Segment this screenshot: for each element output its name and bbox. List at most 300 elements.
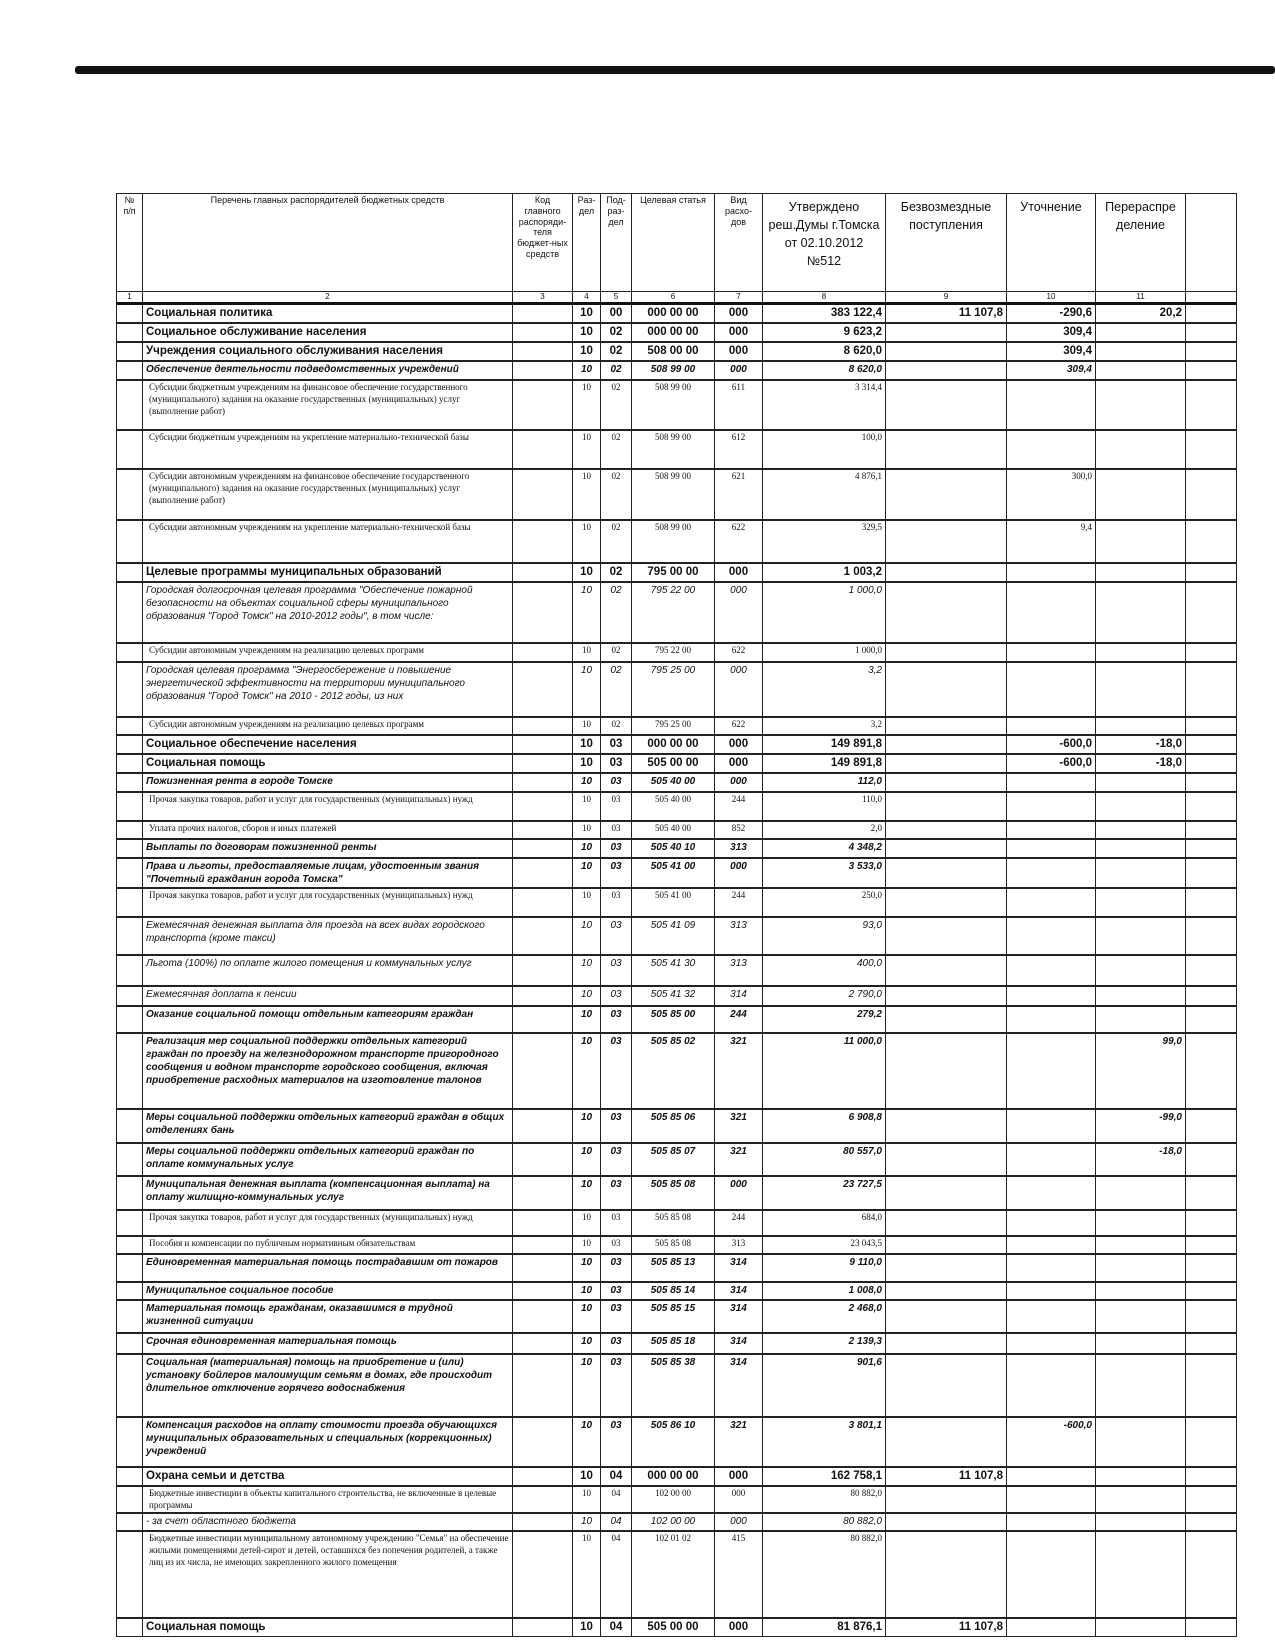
cell-r: 10 <box>573 986 601 1006</box>
cell-vr: 621 <box>715 469 763 520</box>
cell-cs: 505 41 09 <box>632 917 715 955</box>
col-distributor-header: Перечень главных распорядителей бюджетных средств <box>143 194 513 292</box>
cell-empty <box>513 735 573 754</box>
cell-cs: 508 99 00 <box>632 469 715 520</box>
cell-vr: 000 <box>715 563 763 582</box>
cell-redist <box>1096 1513 1186 1531</box>
cell-name: Ежемесячная денежная выплата для проезда на всех видах городского транспорта (кроме такси) <box>143 917 513 955</box>
cell-cs: 505 85 00 <box>632 1006 715 1033</box>
cell-name: Субсидии бюджетным учреждениям на финансовое обеспечение государственного (муниципального) задания на оказание государственных (муниципальных) услуг (выполнение работ) <box>143 380 513 430</box>
cell-cs: 505 40 00 <box>632 773 715 792</box>
cell-clar: -600,0 <box>1007 735 1096 754</box>
cell-r: 10 <box>573 582 601 643</box>
cell-name: Социальная помощь <box>143 754 513 773</box>
cell-vr: 622 <box>715 520 763 563</box>
cell-name: Компенсация расходов на оплату стоимости проезда обучающихся муниципальных образовательных и специальных (коррекционных) учреждений <box>143 1417 513 1467</box>
cell-empty <box>1186 1143 1237 1176</box>
cell-approved: 1 003,2 <box>763 563 886 582</box>
cell-r: 10 <box>573 1254 601 1282</box>
column-number <box>1186 292 1237 304</box>
cell-clar <box>1007 563 1096 582</box>
cell-name: Городская целевая программа "Энергосбережение и повышение энергетической эффективности на территории муниципального образования "Город Томск" на 2010 - 2012 годы, из них <box>143 662 513 717</box>
cell-vr: 000 <box>715 858 763 888</box>
cell-empty <box>1186 792 1237 821</box>
cell-redist <box>1096 1354 1186 1417</box>
table-row <box>117 773 1237 792</box>
cell-vr: 611 <box>715 380 763 430</box>
cell-empty <box>513 643 573 662</box>
cell-r: 10 <box>573 735 601 754</box>
cell-vr: 314 <box>715 1300 763 1333</box>
col-subsection-header: Под-раз-дел <box>601 194 632 292</box>
cell-vr: 622 <box>715 643 763 662</box>
cell-clar: -600,0 <box>1007 1417 1096 1467</box>
cell-cs: 505 40 10 <box>632 839 715 858</box>
cell-empty <box>513 1486 573 1513</box>
cell-empty <box>513 430 573 469</box>
cell-redist <box>1096 1210 1186 1236</box>
cell-vr: 000 <box>715 773 763 792</box>
cell-free <box>886 1033 1007 1109</box>
cell-empty <box>1186 1236 1237 1254</box>
cell-empty <box>117 1618 143 1636</box>
cell-pr: 02 <box>601 717 632 735</box>
cell-clar <box>1007 986 1096 1006</box>
cell-approved: 149 891,8 <box>763 754 886 773</box>
cell-empty <box>117 1282 143 1300</box>
cell-pr: 03 <box>601 888 632 917</box>
cell-free <box>886 1531 1007 1618</box>
cell-vr: 314 <box>715 1282 763 1300</box>
cell-cs: 505 85 38 <box>632 1354 715 1417</box>
cell-empty <box>513 1210 573 1236</box>
cell-free <box>886 773 1007 792</box>
cell-redist <box>1096 430 1186 469</box>
cell-clar <box>1007 1033 1096 1109</box>
cell-empty <box>513 469 573 520</box>
col-clarification-header: Уточнение <box>1007 194 1096 292</box>
cell-vr: 314 <box>715 1333 763 1354</box>
column-number: 10 <box>1007 292 1096 304</box>
cell-empty <box>513 792 573 821</box>
cell-r: 10 <box>573 323 601 342</box>
cell-vr: 000 <box>715 1467 763 1486</box>
column-number-row <box>117 292 1237 304</box>
cell-r: 10 <box>573 858 601 888</box>
cell-redist <box>1096 986 1186 1006</box>
cell-empty <box>117 1300 143 1333</box>
cell-empty <box>117 520 143 563</box>
cell-empty <box>513 582 573 643</box>
cell-cs: 795 22 00 <box>632 643 715 662</box>
cell-free <box>886 582 1007 643</box>
table-row <box>117 1417 1237 1467</box>
cell-redist <box>1096 1467 1186 1486</box>
cell-clar <box>1007 1006 1096 1033</box>
cell-approved: 6 908,8 <box>763 1109 886 1143</box>
cell-cs: 102 00 00 <box>632 1513 715 1531</box>
cell-approved: 23 727,5 <box>763 1176 886 1210</box>
col-free-receipts-header: Безвозмездные поступления <box>886 194 1007 292</box>
cell-pr: 04 <box>601 1486 632 1513</box>
cell-free <box>886 1486 1007 1513</box>
cell-pr: 03 <box>601 1333 632 1354</box>
cell-vr: 313 <box>715 839 763 858</box>
cell-vr: 244 <box>715 1210 763 1236</box>
cell-name: Городская долгосрочная целевая программа "Обеспечение пожарной безопасности на объектах социальной сферы муниципального образования "Город Томск" на 2010-2012 годы", в том числе: <box>143 582 513 643</box>
cell-empty <box>117 1467 143 1486</box>
cell-approved: 383 122,4 <box>763 304 886 323</box>
cell-clar <box>1007 792 1096 821</box>
cell-name: Меры социальной поддержки отдельных категорий граждан в общих отделениях бань <box>143 1109 513 1143</box>
cell-r: 10 <box>573 361 601 380</box>
col-code-header: Код главного распоряди-теля бюджет-ных средств <box>513 194 573 292</box>
cell-clar <box>1007 1618 1096 1636</box>
cell-redist <box>1096 773 1186 792</box>
col-expense-type-header: Вид расхо-дов <box>715 194 763 292</box>
cell-free <box>886 469 1007 520</box>
cell-vr: 314 <box>715 1254 763 1282</box>
cell-empty <box>117 986 143 1006</box>
cell-approved: 3 801,1 <box>763 1417 886 1467</box>
cell-free <box>886 520 1007 563</box>
cell-cs: 505 40 00 <box>632 821 715 839</box>
cell-free <box>886 917 1007 955</box>
cell-approved: 329,5 <box>763 520 886 563</box>
cell-r: 10 <box>573 1006 601 1033</box>
cell-name: Реализация мер социальной поддержки отдельных категорий граждан по проезду на железнодорожном транспорте пригородного сообщения и водном транспорте городского сообщения, включая приобретение расходных материалов на изготовление талонов <box>143 1033 513 1109</box>
cell-approved: 80 882,0 <box>763 1531 886 1618</box>
col-section-header: Раз-дел <box>573 194 601 292</box>
cell-free <box>886 754 1007 773</box>
cell-empty <box>1186 858 1237 888</box>
cell-empty <box>117 1531 143 1618</box>
cell-approved: 4 876,1 <box>763 469 886 520</box>
cell-name: Меры социальной поддержки отдельных категорий граждан по оплате коммунальных услуг <box>143 1143 513 1176</box>
top-rule <box>75 66 1275 74</box>
cell-approved: 110,0 <box>763 792 886 821</box>
cell-vr: 000 <box>715 304 763 323</box>
column-number: 6 <box>632 292 715 304</box>
table-row <box>117 563 1237 582</box>
cell-pr: 02 <box>601 430 632 469</box>
cell-redist: -18,0 <box>1096 1143 1186 1176</box>
cell-approved: 80 882,0 <box>763 1486 886 1513</box>
cell-free <box>886 955 1007 986</box>
cell-empty <box>1186 361 1237 380</box>
cell-approved: 250,0 <box>763 888 886 917</box>
cell-pr: 02 <box>601 582 632 643</box>
cell-r: 10 <box>573 1300 601 1333</box>
cell-cs: 505 85 13 <box>632 1254 715 1282</box>
cell-approved: 2 468,0 <box>763 1300 886 1333</box>
cell-redist <box>1096 1618 1186 1636</box>
cell-approved: 80 882,0 <box>763 1513 886 1531</box>
cell-free <box>886 735 1007 754</box>
cell-pr: 03 <box>601 754 632 773</box>
cell-name: Социальная (материальная) помощь на приобретение и (или) установку бойлеров малоимущим семьям в домах, где происходит длительное отключение горячего водоснабжения <box>143 1354 513 1417</box>
column-number: 5 <box>601 292 632 304</box>
cell-cs: 508 99 00 <box>632 380 715 430</box>
cell-pr: 04 <box>601 1618 632 1636</box>
col-target-article-header: Целевая статья <box>632 194 715 292</box>
cell-vr: 244 <box>715 1006 763 1033</box>
table-row <box>117 323 1237 342</box>
cell-empty <box>1186 1618 1237 1636</box>
cell-empty <box>1186 1176 1237 1210</box>
cell-empty <box>513 917 573 955</box>
budget-table <box>116 193 1237 1637</box>
cell-free <box>886 1282 1007 1300</box>
table-row <box>117 1513 1237 1531</box>
cell-vr: 321 <box>715 1143 763 1176</box>
cell-clar <box>1007 1282 1096 1300</box>
cell-empty <box>117 430 143 469</box>
table-row <box>117 1467 1237 1486</box>
cell-name: Бюджетные инвестиции в объекты капитального строительства, не включенные в целевые программы <box>143 1486 513 1513</box>
cell-redist <box>1096 821 1186 839</box>
cell-cs: 505 85 07 <box>632 1143 715 1176</box>
cell-empty <box>117 821 143 839</box>
cell-empty <box>117 1006 143 1033</box>
cell-empty <box>513 1143 573 1176</box>
cell-clar <box>1007 1143 1096 1176</box>
cell-clar <box>1007 1109 1096 1143</box>
cell-r: 10 <box>573 1033 601 1109</box>
cell-empty <box>1186 1531 1237 1618</box>
cell-r: 10 <box>573 754 601 773</box>
cell-clar <box>1007 821 1096 839</box>
cell-cs: 505 85 15 <box>632 1300 715 1333</box>
cell-approved: 9 623,2 <box>763 323 886 342</box>
cell-empty <box>513 717 573 735</box>
cell-r: 10 <box>573 717 601 735</box>
cell-pr: 03 <box>601 1006 632 1033</box>
cell-redist: -18,0 <box>1096 735 1186 754</box>
cell-name: Права и льготы, предоставляемые лицам, удостоенным звания "Почетный гражданин города Томска" <box>143 858 513 888</box>
cell-empty <box>513 839 573 858</box>
cell-cs: 505 41 30 <box>632 955 715 986</box>
cell-r: 10 <box>573 839 601 858</box>
cell-redist <box>1096 361 1186 380</box>
cell-empty <box>117 582 143 643</box>
cell-pr: 03 <box>601 955 632 986</box>
cell-empty <box>1186 839 1237 858</box>
cell-redist: 99,0 <box>1096 1033 1186 1109</box>
cell-empty <box>117 1486 143 1513</box>
cell-name: Целевые программы муниципальных образований <box>143 563 513 582</box>
table-row <box>117 821 1237 839</box>
cell-vr: 314 <box>715 1354 763 1417</box>
cell-empty <box>513 323 573 342</box>
column-number: 2 <box>143 292 513 304</box>
cell-approved: 8 620,0 <box>763 361 886 380</box>
cell-empty <box>117 955 143 986</box>
cell-vr: 000 <box>715 1176 763 1210</box>
cell-redist <box>1096 582 1186 643</box>
table-row <box>117 1282 1237 1300</box>
cell-free <box>886 821 1007 839</box>
header-row <box>117 194 1237 292</box>
cell-empty <box>513 1109 573 1143</box>
cell-pr: 03 <box>601 1033 632 1109</box>
cell-cs: 102 01 02 <box>632 1531 715 1618</box>
cell-approved: 279,2 <box>763 1006 886 1033</box>
table-row <box>117 662 1237 717</box>
cell-empty <box>513 1282 573 1300</box>
cell-redist <box>1096 469 1186 520</box>
cell-empty <box>117 839 143 858</box>
cell-empty <box>513 1254 573 1282</box>
cell-empty <box>513 380 573 430</box>
cell-empty <box>1186 662 1237 717</box>
cell-pr: 03 <box>601 858 632 888</box>
cell-clar: -600,0 <box>1007 754 1096 773</box>
table-row <box>117 1006 1237 1033</box>
cell-free <box>886 839 1007 858</box>
cell-free <box>886 361 1007 380</box>
table-row <box>117 361 1237 380</box>
cell-cs: 505 00 00 <box>632 754 715 773</box>
cell-cs: 505 41 00 <box>632 858 715 888</box>
cell-redist <box>1096 1486 1186 1513</box>
cell-empty <box>513 1300 573 1333</box>
table-row <box>117 520 1237 563</box>
cell-name: Социальная помощь <box>143 1618 513 1636</box>
cell-free <box>886 858 1007 888</box>
cell-empty <box>117 1513 143 1531</box>
cell-redist: 20,2 <box>1096 304 1186 323</box>
cell-empty <box>1186 1109 1237 1143</box>
cell-name: Материальная помощь гражданам, оказавшимся в трудной жизненной ситуации <box>143 1300 513 1333</box>
cell-redist <box>1096 342 1186 361</box>
table-row <box>117 582 1237 643</box>
cell-vr: 000 <box>715 323 763 342</box>
cell-redist <box>1096 323 1186 342</box>
cell-cs: 505 86 10 <box>632 1417 715 1467</box>
column-number: 11 <box>1096 292 1186 304</box>
cell-redist: -18,0 <box>1096 754 1186 773</box>
cell-cs: 795 00 00 <box>632 563 715 582</box>
cell-pr: 02 <box>601 469 632 520</box>
cell-clar <box>1007 1236 1096 1254</box>
cell-empty <box>117 1254 143 1282</box>
cell-empty <box>1186 888 1237 917</box>
cell-pr: 02 <box>601 342 632 361</box>
col-redistribution-header: Перераспре деление <box>1096 194 1186 292</box>
column-number: 8 <box>763 292 886 304</box>
cell-name: Выплаты по договорам пожизненной ренты <box>143 839 513 858</box>
cell-cs: 505 85 14 <box>632 1282 715 1300</box>
cell-empty <box>117 469 143 520</box>
cell-name: Прочая закупка товаров, работ и услуг для государственных (муниципальных) нужд <box>143 1210 513 1236</box>
cell-name: Учреждения социального обслуживания населения <box>143 342 513 361</box>
cell-empty <box>117 754 143 773</box>
cell-empty <box>513 304 573 323</box>
cell-vr: 000 <box>715 1618 763 1636</box>
cell-name: - за счет областного бюджета <box>143 1513 513 1531</box>
cell-redist <box>1096 1531 1186 1618</box>
cell-empty <box>1186 304 1237 323</box>
cell-r: 10 <box>573 1143 601 1176</box>
cell-approved: 684,0 <box>763 1210 886 1236</box>
cell-clar: 309,4 <box>1007 323 1096 342</box>
cell-free <box>886 342 1007 361</box>
cell-pr: 03 <box>601 735 632 754</box>
cell-free <box>886 563 1007 582</box>
cell-empty <box>1186 380 1237 430</box>
cell-clar: 309,4 <box>1007 342 1096 361</box>
column-number: 9 <box>886 292 1007 304</box>
cell-free <box>886 986 1007 1006</box>
cell-vr: 321 <box>715 1033 763 1109</box>
table-row <box>117 955 1237 986</box>
cell-r: 10 <box>573 1618 601 1636</box>
cell-r: 10 <box>573 1236 601 1254</box>
cell-approved: 8 620,0 <box>763 342 886 361</box>
cell-approved: 3,2 <box>763 717 886 735</box>
cell-empty <box>513 955 573 986</box>
table-row <box>117 888 1237 917</box>
cell-vr: 313 <box>715 955 763 986</box>
cell-empty <box>513 1236 573 1254</box>
cell-pr: 03 <box>601 917 632 955</box>
cell-empty <box>117 304 143 323</box>
cell-approved: 2,0 <box>763 821 886 839</box>
cell-r: 10 <box>573 1486 601 1513</box>
cell-r: 10 <box>573 1333 601 1354</box>
cell-cs: 505 85 08 <box>632 1210 715 1236</box>
cell-empty <box>513 858 573 888</box>
cell-vr: 852 <box>715 821 763 839</box>
cell-approved: 162 758,1 <box>763 1467 886 1486</box>
cell-name: Обеспечение деятельности подведомственных учреждений <box>143 361 513 380</box>
cell-free <box>886 717 1007 735</box>
cell-vr: 000 <box>715 662 763 717</box>
cell-pr: 03 <box>601 1300 632 1333</box>
cell-approved: 9 110,0 <box>763 1254 886 1282</box>
cell-empty <box>117 1354 143 1417</box>
cell-redist <box>1096 888 1186 917</box>
cell-empty <box>513 1033 573 1109</box>
cell-r: 10 <box>573 821 601 839</box>
cell-free <box>886 323 1007 342</box>
cell-r: 10 <box>573 304 601 323</box>
cell-pr: 03 <box>601 1417 632 1467</box>
cell-empty <box>513 821 573 839</box>
cell-approved: 400,0 <box>763 955 886 986</box>
cell-clar <box>1007 662 1096 717</box>
cell-free <box>886 380 1007 430</box>
cell-name: Субсидии автономным учреждениям на реализацию целевых программ <box>143 717 513 735</box>
cell-vr: 321 <box>715 1109 763 1143</box>
cell-r: 10 <box>573 1282 601 1300</box>
cell-r: 10 <box>573 662 601 717</box>
table-row <box>117 1333 1237 1354</box>
cell-empty <box>1186 955 1237 986</box>
cell-free <box>886 1109 1007 1143</box>
cell-r: 10 <box>573 520 601 563</box>
cell-empty <box>117 361 143 380</box>
column-number: 7 <box>715 292 763 304</box>
table-row <box>117 380 1237 430</box>
table-row <box>117 792 1237 821</box>
cell-empty <box>1186 773 1237 792</box>
cell-empty <box>1186 1210 1237 1236</box>
cell-name: Единовременная материальная помощь пострадавшим от пожаров <box>143 1254 513 1282</box>
cell-empty <box>1186 643 1237 662</box>
cell-pr: 03 <box>601 821 632 839</box>
